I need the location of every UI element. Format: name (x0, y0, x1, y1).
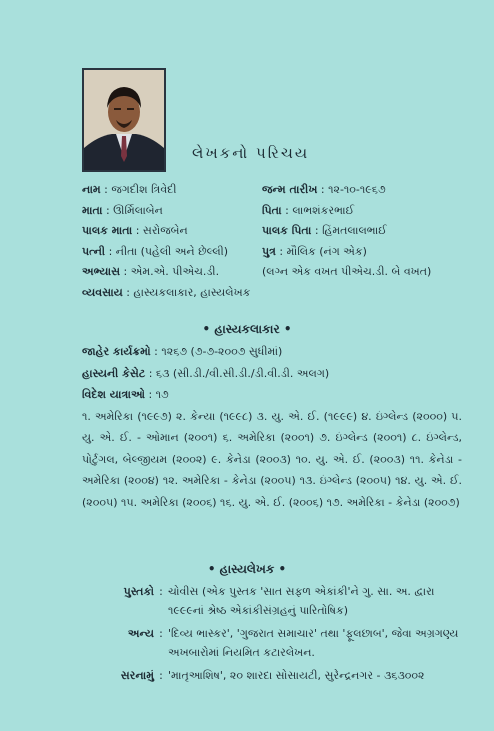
writer-section (82, 582, 462, 689)
writer-item (82, 666, 462, 685)
comedian-heading: • હાસ્યકલાકાર • (202, 322, 292, 336)
field-value: હિંમતલાલભાઈ (322, 224, 387, 238)
writer-item (82, 624, 462, 662)
field-value: ૧૨૬૭ (૭-૭-૨૦૦૭ સુધીમાં) (161, 345, 283, 358)
profile-row: અભ્યાસ : એમ.એ. પીએચ.ડી. (લગ્ન એક વખત પીએચ.ડી. બે વખત) (82, 265, 432, 279)
profile-row: માતા : ઊર્મિલાબેન પિતા : લાભશંકરભાઈ (82, 203, 355, 217)
field-value: નીતા (પહેલી અને છેલ્લી) (115, 244, 229, 258)
field-value: ઊર્મિલાબેન (113, 203, 163, 217)
field-label: પિતા (262, 203, 282, 217)
field-label: જન્મ તારીખ (262, 183, 318, 197)
profile-row: પાલક માતા : સરોજબેન પાલક પિતા : હિંમતલાલભાઈ (82, 224, 387, 238)
field-label: વ્યવસાય (82, 285, 123, 299)
field-value: જગદીશ ત્રિવેદી (111, 183, 177, 197)
separator: : (159, 669, 163, 682)
field-note: (લગ્ન એક વખત પીએચ.ડી. બે વખત) (262, 265, 432, 279)
comedian-line: જાહેર કાર્યક્રમો : ૧૨૬૭ (૭-૭-૨૦૦૭ સુધીમાં) (82, 345, 283, 358)
field-label: પાલક પિતા (262, 224, 312, 238)
field-value: હાસ્યકલાકાર, હાસ્યલેખક (133, 285, 251, 299)
field-label: પત્ની (82, 244, 106, 258)
author-portrait-image (84, 70, 164, 170)
field-label: નામ (82, 183, 101, 197)
field-label: અન્ય (127, 627, 154, 640)
field-value: 'માતૃઆશિષ', ૨૦ શારદા સોસાયટી, સુરેન્દ્રનગર - ૩૬૩૦૦૨ (168, 669, 425, 682)
profile-row: વ્યવસાય : હાસ્યકલાકાર, હાસ્યલેખક (82, 285, 251, 299)
profile-row: પત્ની : નીતા (પહેલી અને છેલ્લી) પુત્ર : મૌલિક (નંગ એક) (82, 244, 367, 258)
writer-heading: • હાસ્યલેખક • (207, 562, 287, 576)
comedian-line: હાસ્યની કેસેટ : ૬૩ (સી.ડી./વી.સી.ડી./ડી.વી.ડી. અલગ) (82, 366, 330, 380)
separator: : (159, 627, 163, 640)
profile-row: નામ : જગદીશ ત્રિવેદી જન્મ તારીખ : ૧૨-૧૦-૧૯૬૭ (82, 183, 386, 197)
author-photo (82, 68, 166, 172)
field-label: હાસ્યની કેસેટ (82, 366, 146, 380)
field-label: પાલક માતા (82, 224, 133, 238)
page-title: લેખકનો પરિચય (192, 144, 310, 162)
field-value: ચોવીસ (એક પુસ્તક 'સાત સફળ એકાંકી'ને ગુ. સા. અ. દ્વારા ૧૯૯૯નાં શ્રેષ્ઠ એકાંકીસંગ્રહનું પારિતોષિક) (168, 585, 435, 617)
comedian-line: વિદેશ યાત્રાઓ : ૧૭ (82, 388, 169, 401)
field-value: 'દિવ્ય ભાસ્કર', 'ગુજરાત સમાચાર' તથા 'ફૂલછાબ', જેવા અગ્રગણ્ય અખબારોમાં નિયમિત કટારલેખન. (168, 627, 459, 659)
comedian-section (82, 341, 462, 513)
writer-item (82, 582, 462, 620)
field-label: સરનામું (120, 669, 154, 682)
profile-details (82, 180, 462, 303)
foreign-trips-list: ૧. અમેરિકા (૧૯૯૭) ૨. કેન્યા (૧૯૯૮) ૩. યુ. એ. ઈ. (૧૯૯૯) ૪. ઇંગ્લેન્ડ (૨૦૦૦) ૫. યુ. એ. ઈ. - ઓમાન (૨૦૦૧) ૬. અમેરિકા (૨૦૦૧) ૭. ઇંગ્લેન્ડ (૨૦૦૧) ૮. ઇંગ્લેન્ડ, પોર્ટુગલ, બેલ્જીયમ (૨૦૦૨) ૯. કેનેડા (૨૦૦૩) ૧૦. યુ. એ. ઈ. (૨૦૦૩) ૧૧. કેનેડા - અમેરિકા (૨૦૦૪) ૧૨. અમેરિકા - કેનેડા (૨૦૦૫) ૧૩. ઇંગ્લેન્ડ (૨૦૦૫) ૧૪. યુ. એ. ઈ. (૨૦૦૫) ૧૫. અમેરિકા (૨૦૦૬) ૧૬. યુ. એ. ઈ. (૨૦૦૬) ૧૭. અમેરિકા - કેનેડા (૨૦૦૭) (82, 409, 462, 509)
field-value: સરોજબેન (142, 224, 188, 238)
separator: : (159, 585, 163, 598)
field-value: ૧૨-૧૦-૧૯૬૭ (328, 183, 386, 197)
field-value: ૧૭ (155, 388, 169, 401)
field-label: પુત્ર (262, 244, 276, 258)
field-value: મૌલિક (નંગ એક) (286, 244, 367, 258)
field-label: માતા (82, 203, 103, 217)
field-label: જાહેર કાર્યક્રમો (82, 345, 151, 358)
field-label: વિદેશ યાત્રાઓ (82, 388, 145, 401)
field-value: ૬૩ (સી.ડી./વી.સી.ડી./ડી.વી.ડી. અલગ) (155, 366, 330, 380)
field-value: એમ.એ. પીએચ.ડી. (130, 265, 220, 279)
field-label: અભ્યાસ (82, 265, 121, 279)
field-value: લાભશંકરભાઈ (292, 203, 355, 217)
field-label: પુસ્તકો (123, 585, 154, 598)
